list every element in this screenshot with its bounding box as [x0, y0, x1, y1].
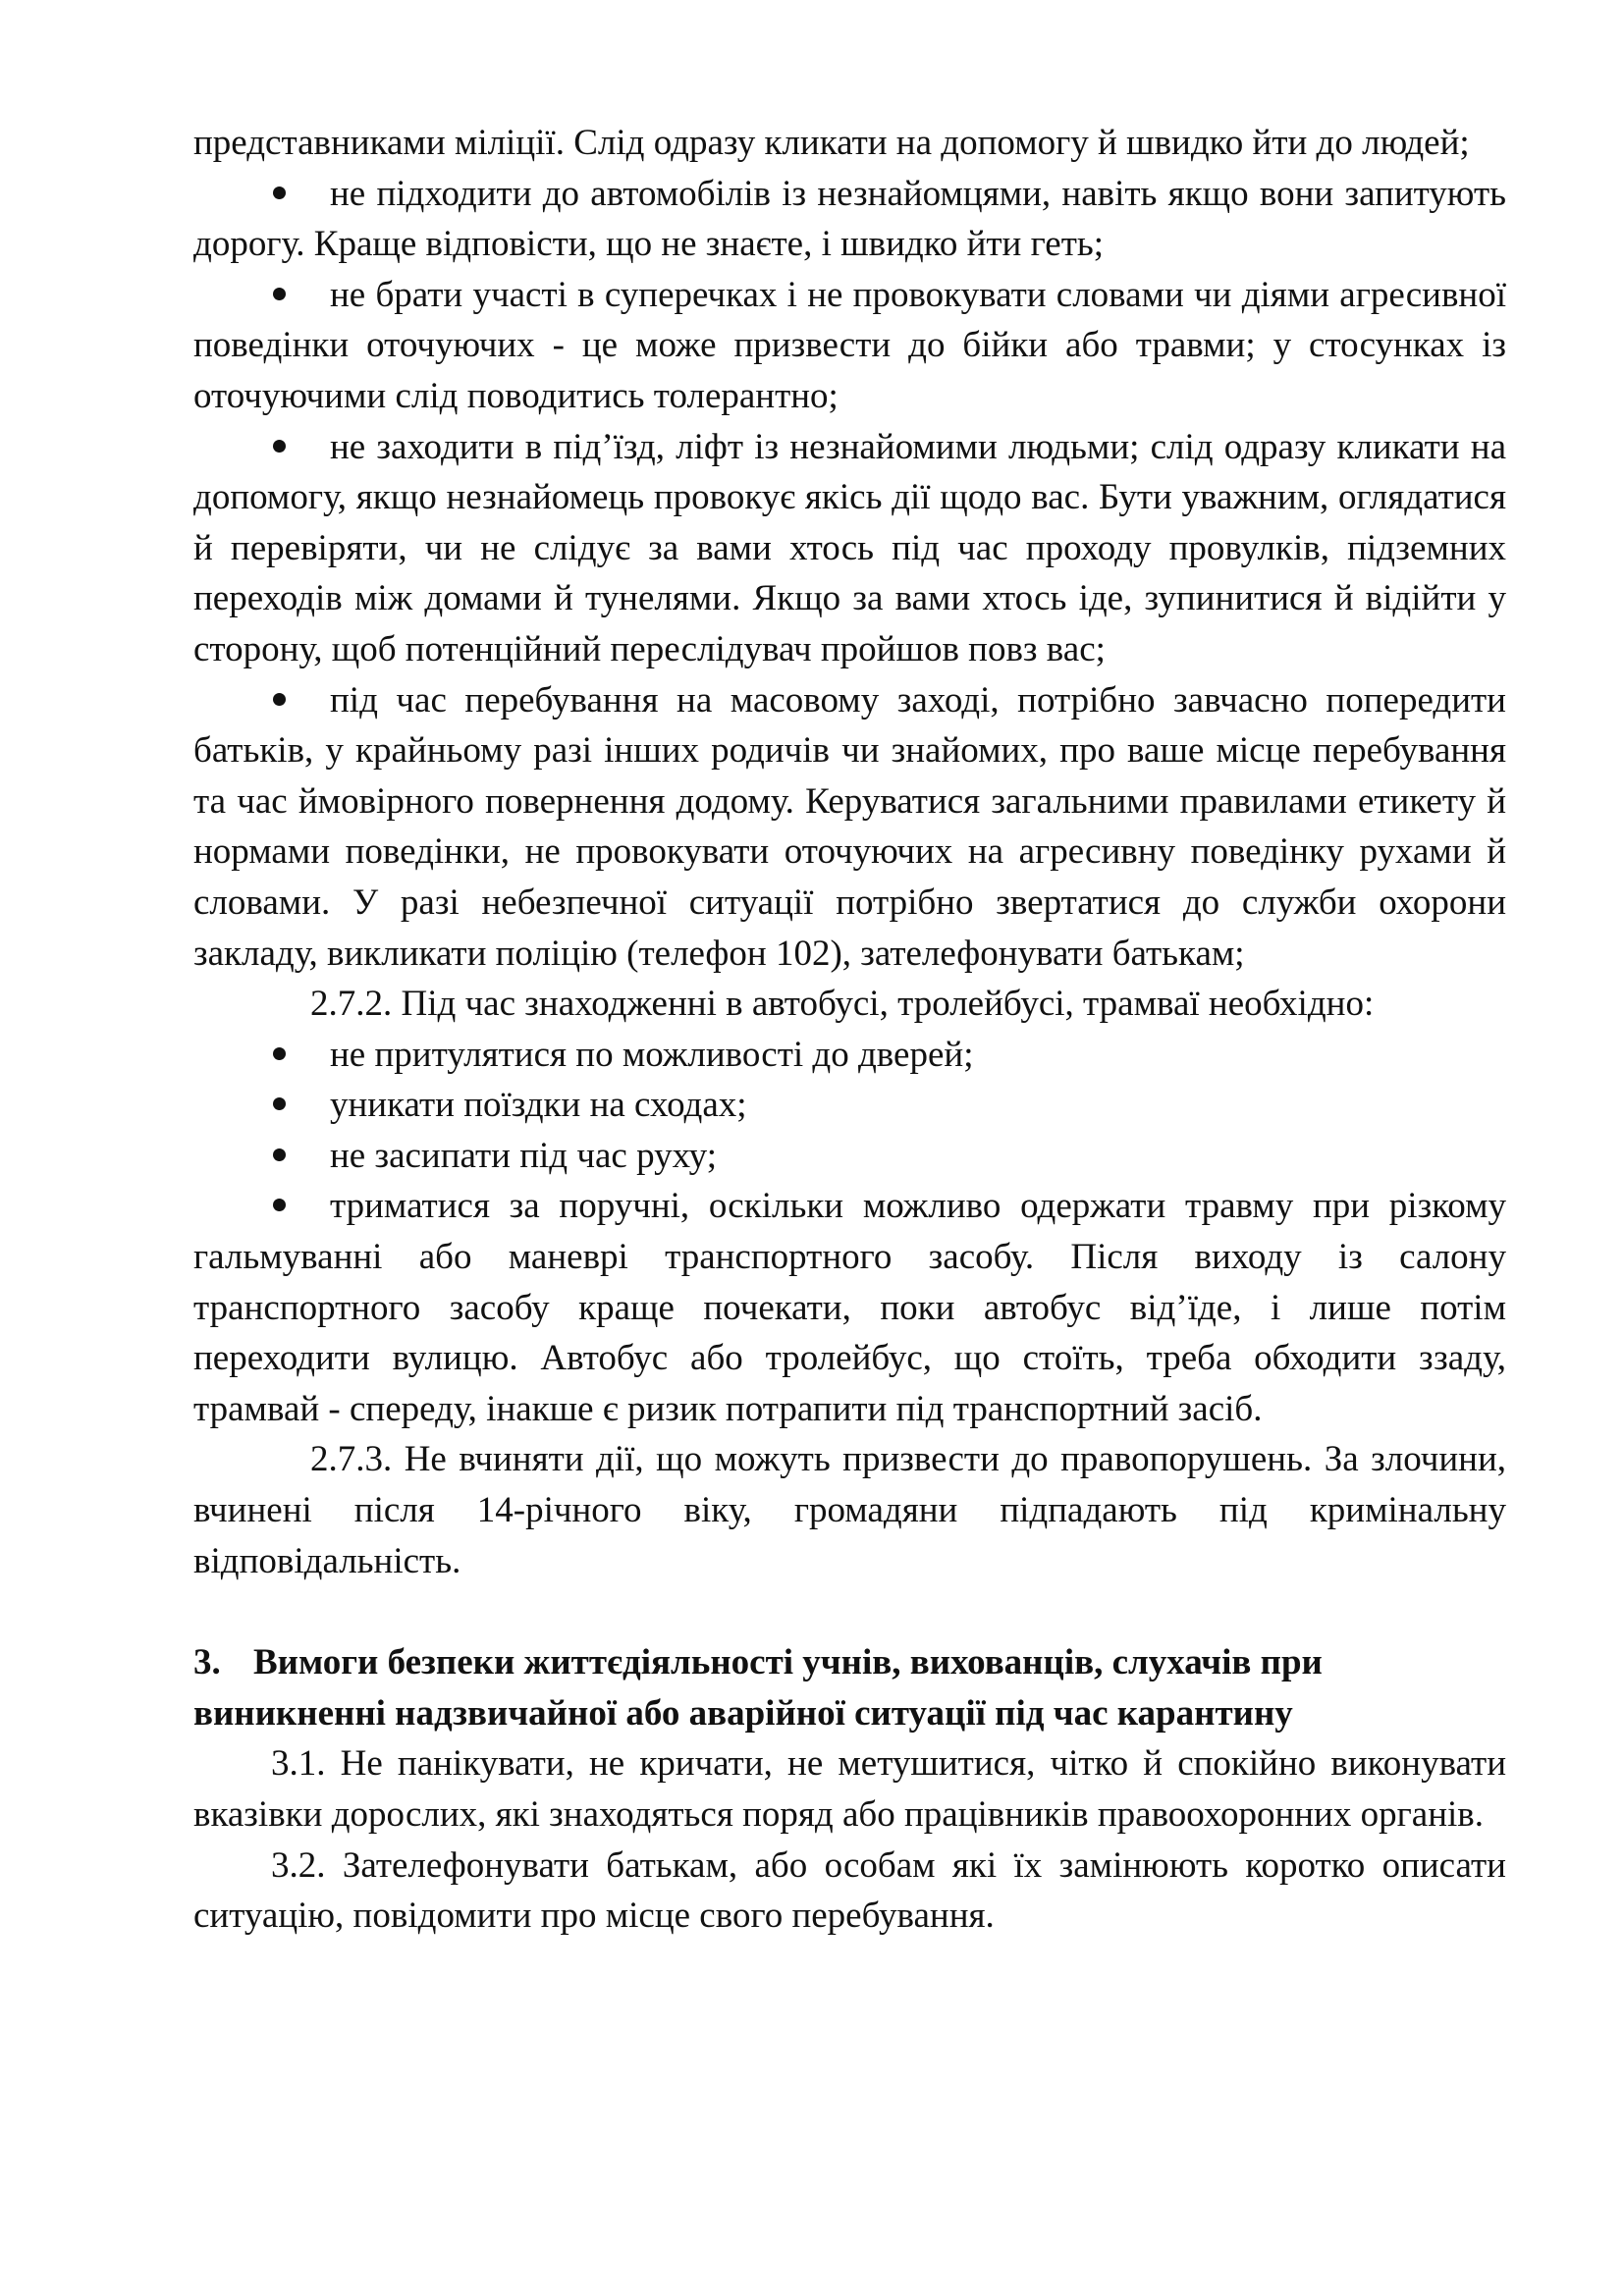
spacer: [193, 1586, 1506, 1637]
list-item: не підходити до автомобілів із незнайомцями, навіть якщо вони запитують дорогу. Краще відповісти, що не знаєте, і швидко йти геть;: [193, 173, 1506, 265]
bullet-icon: [273, 1148, 286, 1161]
bullet-icon: [273, 1199, 286, 1211]
list-item: не притулятися по можливості до дверей;: [193, 1030, 1506, 1081]
list-item: під час перебування на масовому заході, потрібно завчасно попередити батьків, у крайньому разі інших родичів чи знайомих, про ваше місце перебування та час ймовірного повернення додому. Керуватися загальними правилами етикету й нормами поведінки, не провокувати оточуючих на агресивну поведінку рухами й словами. У разі небезпечної ситуації потрібно звертатися до служби охорони закладу, викликати поліцію (телефон 102), зателефонувати батькам;: [193, 679, 1506, 974]
list-item: уникати поїздки на сходах;: [193, 1080, 1506, 1131]
bullet-icon: [273, 187, 286, 199]
bullet-icon: [273, 1097, 286, 1110]
document-page: [193, 118, 1506, 1942]
continuation-paragraph: представниками міліції. Слід одразу кликати на допомогу й швидко йти до людей;: [193, 123, 1470, 163]
list-item: не брати участі в суперечках і не провокувати словами чи діями агресивної поведінки оточуючих - це може призвести до бійки або травми; у стосунках із оточуючими слід поводитись толерантно;: [193, 274, 1506, 416]
section-2-7-2: 2.7.2. Під час знаходженні в автобусі, тролейбусі, трамваї необхідно:: [310, 984, 1375, 1025]
section-heading-3: 3. Вимоги безпеки життєдіяльності учнів, вихованців, слухачів при виникненні надзвичайної або аварійної ситуації під час карантину: [193, 1642, 1323, 1734]
section-2-7-3: 2.7.3. Не вчиняти дії, що можуть призвести до правопорушень. За злочини, вчинені після 14-річного віку, громадяни підпадають під кримінальну відповідальність.: [193, 1439, 1506, 1581]
bullet-icon: [273, 288, 286, 300]
list-item: не заходити в під’їзд, ліфт із незнайомими людьми; слід одразу кликати на допомогу, якщо незнайомець провокує якісь дії щодо вас. Бути уважним, оглядатися й перевіряти, чи не слідує за вами хтось під час проходу провулків, підземних переходів між домами й тунелями. Якщо за вами хтось іде, зупинитися й відійти у сторону, щоб потенційний переслідувач пройшов повз вас;: [193, 426, 1506, 669]
list-item: не засипати під час руху;: [193, 1131, 1506, 1182]
bullet-icon: [273, 440, 286, 453]
section-3-2: 3.2. Зателефонувати батькам, або особам які їх замінюють коротко описати ситуацію, повідомити про місце свого перебування.: [193, 1844, 1506, 1937]
bullet-icon: [273, 693, 286, 706]
bullet-icon: [273, 1047, 286, 1060]
section-3-1: 3.1. Не панікувати, не кричати, не метушитися, чітко й спокійно виконувати вказівки дорослих, які знаходяться поряд або працівників правоохоронних органів.: [193, 1743, 1506, 1835]
list-item: триматися за поручні, оскільки можливо одержати травму при різкому гальмуванні або маневрі транспортного засобу. Після виходу із салону транспортного засобу краще почекати, поки автобус від’їде, і лише потім переходити вулицю. Автобус або тролейбус, що стоїть, треба обходити ззаду, трамвай - спереду, інакше є ризик потрапити під транспортний засіб.: [193, 1186, 1506, 1429]
